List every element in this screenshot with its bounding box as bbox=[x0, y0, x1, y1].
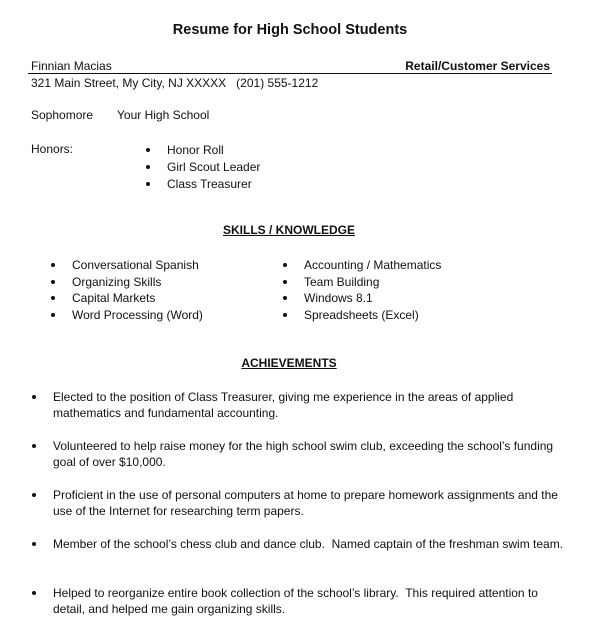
bullet-icon bbox=[146, 182, 150, 186]
skills-list-right bbox=[283, 257, 441, 324]
bullet-icon bbox=[32, 591, 36, 595]
list-item: Member of the school’s chess club and dance club. Named captain of the freshman swim team. bbox=[31, 536, 571, 585]
bullet-icon bbox=[51, 313, 55, 317]
honors-label: Honors: bbox=[31, 142, 74, 156]
bullet-icon bbox=[32, 542, 36, 546]
list-item: Windows 8.1 bbox=[283, 290, 441, 307]
bullet-icon bbox=[146, 148, 150, 152]
list-item: Volunteered to help raise money for the high school swim club, exceeding the school’s funding goal of over $10,000. bbox=[31, 438, 571, 487]
list-item: Word Processing (Word) bbox=[51, 307, 203, 324]
grade-level: Sophomore bbox=[31, 108, 94, 122]
list-item: Honor Roll bbox=[146, 142, 260, 159]
school-name: Your High School bbox=[117, 108, 210, 122]
skills-heading: SKILLS / KNOWLEDGE bbox=[223, 223, 355, 237]
bullet-icon bbox=[32, 444, 36, 448]
list-item: Conversational Spanish bbox=[51, 257, 203, 274]
bullet-icon bbox=[146, 165, 150, 169]
bullet-icon bbox=[51, 263, 55, 267]
bullet-icon bbox=[32, 493, 36, 497]
skills-list-left bbox=[51, 257, 203, 324]
achievements-heading: ACHIEVEMENTS bbox=[241, 356, 337, 370]
list-item: Spreadsheets (Excel) bbox=[283, 307, 441, 324]
bullet-icon bbox=[283, 263, 287, 267]
bullet-icon bbox=[283, 296, 287, 300]
achievements-list bbox=[31, 389, 571, 634]
list-item: Organizing Skills bbox=[51, 274, 203, 291]
bullet-icon bbox=[283, 313, 287, 317]
document-title: Resume for High School Students bbox=[172, 22, 408, 38]
bullet-icon bbox=[283, 280, 287, 284]
name-header-rule bbox=[28, 58, 552, 74]
bullet-icon bbox=[51, 280, 55, 284]
bullet-icon bbox=[32, 395, 36, 399]
list-item: Proficient in the use of personal computers at home to prepare homework assignments and the use of the Internet for researching term papers. bbox=[31, 487, 571, 536]
list-item: Capital Markets bbox=[51, 290, 203, 307]
list-item: Team Building bbox=[283, 274, 441, 291]
bullet-icon bbox=[51, 296, 55, 300]
career-field: Retail/Customer Services bbox=[405, 59, 550, 73]
list-item: Class Treasurer bbox=[146, 176, 260, 193]
honors-list bbox=[146, 142, 260, 193]
contact-address: 321 Main Street, My City, NJ XXXXX (201) 555-1212 bbox=[31, 76, 319, 90]
list-item: Girl Scout Leader bbox=[146, 159, 260, 176]
list-item: Elected to the position of Class Treasurer, giving me experience in the areas of applied mathematics and fundamental accounting. bbox=[31, 389, 571, 438]
list-item: Helped to reorganize entire book collection of the school’s library. This required attention to detail, and helped me gain organizing skills. bbox=[31, 585, 571, 634]
applicant-name: Finnian Macias bbox=[31, 59, 112, 73]
list-item: Accounting / Mathematics bbox=[283, 257, 441, 274]
